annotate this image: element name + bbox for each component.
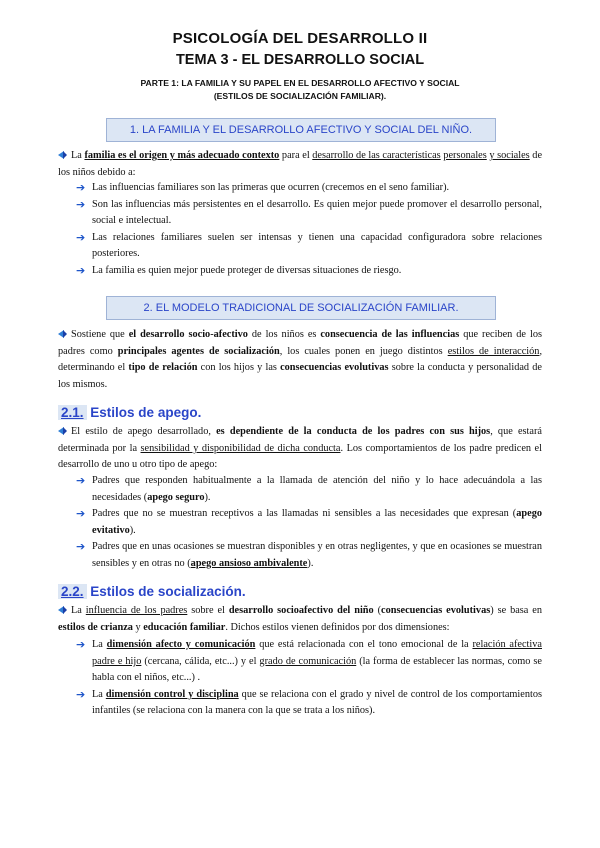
intro-bold: familia es el origen y más adecuado contexto xyxy=(84,150,280,161)
para-bold: el desarrollo socio-afectivo xyxy=(128,329,248,340)
list-item-text: Las influencias familiares son las primeras que ocurren (crecemos en el seno familiar). xyxy=(92,182,450,193)
para-text: , que estará determinada por la xyxy=(58,426,542,454)
list-item-bold: dimensión afecto y comunicación xyxy=(106,639,256,650)
para-bold: es dependiente de la conducta de los padres con sus hijos xyxy=(216,426,491,437)
diamond-bullet-icon xyxy=(58,329,67,338)
list-item-text: (la forma de establecer las normas, como se habla con el niños, etc...) . xyxy=(92,655,542,684)
section-1-intro xyxy=(58,148,542,181)
list-item-text: ). xyxy=(129,524,136,536)
section-number: 2.1. xyxy=(58,405,87,420)
arrow-bullet-icon: ➔ xyxy=(76,263,86,277)
list-item-text: ). xyxy=(307,557,314,569)
part-heading-line1: PARTE 1: LA FAMILIA Y SU PAPEL EN EL DESARROLLO AFECTIVO Y SOCIAL xyxy=(140,78,460,88)
arrow-bullet-icon: ➔ xyxy=(76,507,86,521)
section-2-1-list xyxy=(76,473,542,573)
para-text: sobre el xyxy=(187,605,229,616)
para-bold: principales agentes de socialización xyxy=(117,345,280,357)
para-bold: educación familiar xyxy=(143,621,226,633)
para-text: sobre la conducta y personalidad de los mismos. xyxy=(58,362,542,390)
section-2-paragraph xyxy=(58,327,542,393)
intro-text: de los niños debido a: xyxy=(58,150,543,178)
section-2-banner: 2. EL MODELO TRADICIONAL DE SOCIALIZACIÓN FAMILIAR. xyxy=(106,296,496,320)
section-2-1-paragraph xyxy=(58,424,542,474)
para-underline: estilos de interacción xyxy=(447,345,540,357)
section-2-2-list xyxy=(76,637,542,720)
document-title: PSICOLOGÍA DEL DESARROLLO II xyxy=(172,30,428,47)
list-item-text: Las relaciones familiares suelen ser intensas y tienen una capacidad configuradora sobre relaciones posteriores. xyxy=(92,231,542,260)
arrow-bullet-icon: ➔ xyxy=(76,687,86,701)
list-item-bold: apego seguro xyxy=(147,491,205,503)
arrow-bullet-icon: ➔ xyxy=(76,540,86,554)
diamond-bullet-icon xyxy=(58,426,67,435)
intro-underline: y sociales xyxy=(489,150,530,161)
list-item xyxy=(76,637,542,687)
diamond-bullet-icon xyxy=(58,605,67,614)
para-text: de los niños es xyxy=(247,329,321,340)
list-item xyxy=(76,687,542,720)
list-item xyxy=(76,180,542,197)
list-item-text: Padres que responden habitualmente a la llamada de atención del niño y lo hace adecuándola a las necesidades ( xyxy=(92,475,542,503)
part-heading-line2: (ESTILOS DE SOCIALIZACIÓN FAMILIAR). xyxy=(213,91,387,101)
para-text: , determinando el xyxy=(58,345,543,374)
para-text: y xyxy=(132,621,144,633)
para-text: . Los comportamientos de los padre predicen el desarrollo de uno u otro tipo de apego: xyxy=(58,442,542,471)
list-item-text: La xyxy=(92,639,107,650)
section-1-list xyxy=(76,180,542,280)
para-bold: estilos de crianza xyxy=(58,621,133,633)
arrow-bullet-icon: ➔ xyxy=(76,181,86,194)
list-item xyxy=(76,263,542,280)
list-item-bold: dimensión control y disciplina xyxy=(105,688,239,700)
list-item-underline: grado de comunicación xyxy=(259,655,357,667)
list-item-text: La xyxy=(92,688,106,700)
para-bold: desarrollo socioafectivo del niño xyxy=(228,605,374,616)
para-underline: influencia de los padres xyxy=(85,605,188,616)
para-text: . Dichos estilos vienen definidos por dos dimensiones: xyxy=(225,621,450,633)
para-bold: consecuencia de las influencias xyxy=(320,329,460,340)
para-text: ) se basa en xyxy=(490,605,543,616)
list-item-text: La familia es quien mejor puede proteger de diversas situaciones de riesgo. xyxy=(92,264,402,276)
para-text: ( xyxy=(373,605,382,616)
list-item xyxy=(76,473,542,506)
list-item-text: (cercana, cálida, etc...) y el xyxy=(141,655,260,667)
para-bold: consecuencias evolutivas xyxy=(280,362,389,374)
list-item-underline: relación afectiva padre e hijo xyxy=(92,639,542,667)
para-text: con los hijos y las xyxy=(197,362,281,374)
section-title: Estilos de socialización. xyxy=(90,584,246,599)
list-item xyxy=(76,197,542,230)
list-item xyxy=(76,230,542,263)
para-text: que reciben de los padres como xyxy=(58,329,542,357)
para-text: Sostiene que xyxy=(71,329,129,340)
para-bold: tipo de relación xyxy=(128,362,198,374)
list-item-text: Padres que en unas ocasiones se muestran disponibles y en otras negligentes, y que en ocasiones se muestran sensibles y en otras no ( xyxy=(92,541,542,569)
list-item-text: que está relacionada con el tono emocional de la xyxy=(255,639,473,650)
arrow-bullet-icon: ➔ xyxy=(76,638,86,651)
intro-text: La xyxy=(71,150,85,161)
list-item xyxy=(76,539,542,572)
list-item-bold: apego ansioso ambivalente xyxy=(190,557,308,569)
section-2-1-heading xyxy=(58,405,201,420)
diamond-bullet-icon xyxy=(58,150,67,159)
para-bold: consecuencias evolutivas xyxy=(381,605,491,616)
section-1-banner: 1. LA FAMILIA Y EL DESARROLLO AFECTIVO Y SOCIAL DEL NIÑO. xyxy=(106,118,496,142)
list-item-bold: apego evitativo xyxy=(92,508,542,536)
section-title: Estilos de apego. xyxy=(90,405,202,420)
arrow-bullet-icon: ➔ xyxy=(76,230,86,244)
para-underline: sensibilidad y disponibilidad de dicha conducta xyxy=(140,442,341,454)
para-text: La xyxy=(71,605,86,616)
list-item-text: Son las influencias más persistentes en el desarrollo. Es quien mejor puede promover el desarrollo personal, social e intelectual. xyxy=(92,198,542,227)
section-2-2-heading xyxy=(58,584,246,599)
list-item-text: ). xyxy=(204,491,211,503)
document-subtitle: TEMA 3 - EL DESARROLLO SOCIAL xyxy=(175,52,425,68)
arrow-bullet-icon: ➔ xyxy=(76,474,86,487)
list-item-text: Padres que no se muestran receptivos a las llamadas ni sensibles a las necesidades que expresan ( xyxy=(92,508,517,520)
arrow-bullet-icon: ➔ xyxy=(76,197,86,211)
list-item xyxy=(76,506,542,539)
section-2-2-paragraph xyxy=(58,603,542,636)
para-text: El estilo de apego desarrollado, xyxy=(71,426,217,437)
intro-underline: desarrollo de las características xyxy=(312,150,441,161)
list-item-text: que se relaciona con el grado y nivel de control de los comportamientos infantiles (se relaciona con la manera con la que se trata a los niños). xyxy=(92,688,542,717)
para-text: , los cuales ponen en juego distintos xyxy=(279,345,448,357)
intro-text: para el xyxy=(279,150,313,161)
intro-underline: personales xyxy=(443,150,487,161)
section-number: 2.2. xyxy=(58,584,87,599)
